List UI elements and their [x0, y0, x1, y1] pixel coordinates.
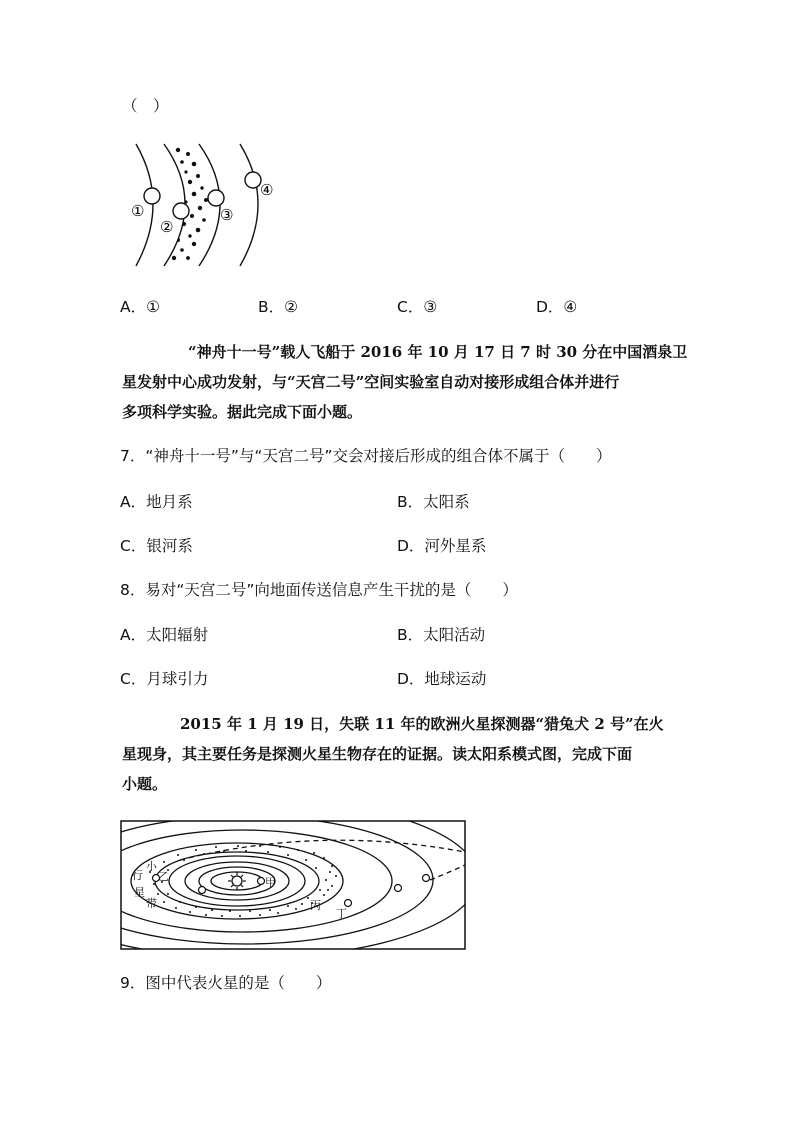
planet-label-3: ③	[220, 206, 234, 224]
passage-line: 星现身，其主要任务是探测火星生物存在的证据。读太阳系模式图，完成下面	[122, 745, 633, 763]
q7-option-d[interactable]: D．河外星系	[397, 537, 487, 555]
q8-option-b[interactable]: B．太阳活动	[397, 626, 486, 644]
label-xing: 行	[132, 869, 143, 882]
passage-line: 2015 年 1 月 19 日，失联 11 年的欧洲火星探测器“猎兔犬 2 号”在火	[180, 715, 664, 733]
label-dai: 带	[146, 897, 157, 910]
planet-label-1: ①	[131, 202, 145, 220]
q8-option-c[interactable]: C．月球引力	[120, 670, 209, 688]
planet-2	[173, 203, 189, 219]
label-bing: 丙	[310, 899, 321, 912]
planet-ding	[345, 900, 352, 907]
answer-bracket: （ ）	[122, 97, 169, 115]
passage-line: 小题。	[122, 775, 168, 793]
planet-yi	[199, 887, 206, 894]
passage-beagle2	[122, 709, 682, 799]
passage-line: 多项科学实验。据此完成下面小题。	[122, 403, 363, 421]
q8-option-d[interactable]: D．地球运动	[397, 670, 487, 688]
q7-option-a[interactable]: A．地月系	[120, 493, 193, 511]
question-8-stem: 8．易对“天宫二号”向地面传送信息产生干扰的是（ ）	[120, 581, 518, 599]
option-d[interactable]: D．④	[536, 298, 578, 316]
orbit-line-4	[240, 144, 258, 266]
orbit-figure	[120, 140, 300, 270]
label-xing2: 星	[134, 886, 145, 899]
planet-1	[144, 188, 160, 204]
diagram-frame	[121, 821, 465, 949]
question-9-stem: 9．图中代表火星的是（ ）	[120, 974, 332, 992]
label-jia: 甲	[265, 876, 276, 889]
solar-system-diagram	[120, 820, 466, 950]
label-xiao: 小	[146, 860, 157, 873]
passage-shenzhou	[122, 337, 688, 427]
planet-outer-2	[423, 875, 430, 882]
q8-option-a[interactable]: A．太阳辐射	[120, 626, 209, 644]
option-b[interactable]: B．②	[258, 298, 299, 316]
option-a[interactable]: A．①	[120, 298, 160, 316]
question-7-stem: 7．“神舟十一号”与“天宫二号”交会对接后形成的组合体不属于（ ）	[120, 447, 612, 465]
planet-outer-1	[395, 885, 402, 892]
planet-label-2: ②	[160, 218, 174, 236]
q7-option-b[interactable]: B．太阳系	[397, 493, 470, 511]
label-yi: 乙	[158, 870, 169, 883]
planet-jia	[258, 878, 265, 885]
option-c[interactable]: C．③	[397, 298, 438, 316]
planet-label-4: ④	[260, 181, 274, 199]
planet-4	[245, 172, 261, 188]
passage-line: “神舟十一号”载人飞船于 2016 年 10 月 17 日 7 时 30 分在中国酒泉卫	[188, 343, 688, 361]
planet-3	[208, 190, 224, 206]
q7-option-c[interactable]: C．银河系	[120, 537, 193, 555]
passage-line: 星发射中心成功发射，与“天宫二号”空间实验室自动对接形成组合体并进行	[122, 373, 620, 391]
label-ding: 丁	[336, 907, 347, 920]
